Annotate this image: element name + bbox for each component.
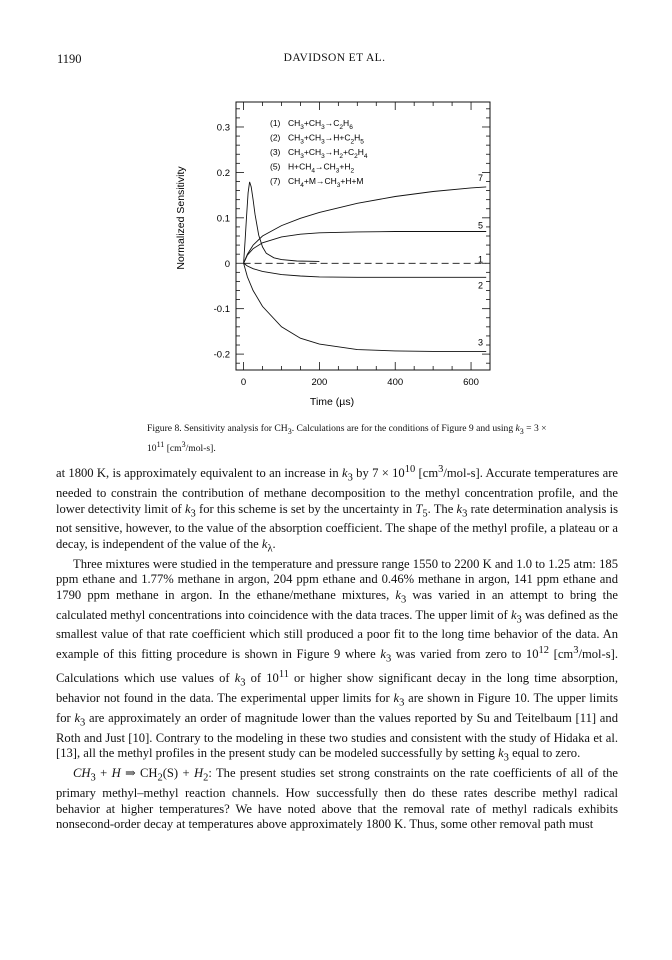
series-lines [244, 182, 487, 352]
page-header [57, 52, 612, 68]
legend-text: +M→CH [303, 176, 337, 186]
legend-subscript: 3 [321, 152, 325, 160]
legend-text: +CH [303, 118, 322, 128]
series-label: 2 [478, 280, 484, 291]
legend-subscript: 3 [300, 138, 304, 145]
legend-text: →CH [315, 161, 336, 172]
legend-subscript: 3 [321, 138, 325, 145]
legend-entry [288, 162, 355, 175]
y-tick-label: 0 [224, 258, 230, 270]
legend-subscript: 2 [350, 167, 355, 174]
series-label: 7 [478, 172, 484, 183]
legend-subscript: 6 [349, 123, 353, 131]
legend-subscript: 3 [300, 123, 304, 131]
legend [270, 118, 368, 189]
y-tick-label: 0.2 [216, 167, 230, 179]
legend-entry [288, 133, 364, 146]
paragraph-2: Three mixtures were studied in the temperature and pressure range 1550 to 2200 K and 1.0 to 1.25 atm: 185 ppm ethane and 1.77% methane in argon, 204 ppm ethane and 0.46% methane in argon, 141 ppm ethane and 1790 ppm methane in argon. In the ethane/methane mixtures, $k_3$ was varied in an attempt to bring the calculated methyl concentrations into coincidence with the data traces. The upper limit of $k_3$ was defined as the smallest value of that rate coefficient which still produced a poor fit to the long time behavior of the data. An example of this fitting procedure is shown in Figure 9 where $k_3$ was varied from zero to $10^{12}$ $[cm^3/mol-s]$. Calculations which use values of $k_3$ of $10^{11}$ or higher show significant decay in the long time absorption, behavior not found in the data. The experimental upper limits for $k_3$ are shown in Figure 10. The upper limits for $k_3$ are approximately an order of magnitude lower than the values reported by Su and Teitelbaum [11] and Roth and Just [10]. Contrary to the modeling in these two studies and consistent with the study of Hidaka et al. [13], all the methyl profiles in the present study can be modeled successfully by setting $k_3$ equal to zero. [56, 556, 618, 764]
legend-number: (2) [270, 132, 281, 143]
legend-text: +CH [303, 147, 322, 157]
legend-text: H [354, 132, 361, 143]
y-tick-label: 0.1 [216, 213, 230, 225]
legend-entry [288, 118, 353, 131]
legend-text: CH [288, 132, 301, 143]
x-axis-label: Time (µs) [309, 396, 355, 408]
legend-entry [288, 147, 368, 160]
legend-entry [288, 176, 364, 189]
series-label: 3 [478, 337, 484, 348]
body-text [56, 462, 618, 832]
legend-text: +H [339, 161, 351, 172]
legend-text: →H [324, 147, 340, 157]
figure-caption: Figure 8. Sensitivity analysis for $CH_3$. Calculations are for the conditions of Figure 9 and using $k_3 = 3 \times 10^{11}$ $[cm^3/mol-s]$. [147, 423, 547, 455]
series-line-peak [244, 182, 320, 263]
x-tick-label: 0 [240, 377, 247, 388]
legend-subscript: 3 [335, 167, 340, 174]
legend-text: →H+C [324, 132, 351, 143]
legend-subscript: 2 [354, 152, 358, 160]
legend-text: +CH [303, 132, 322, 143]
legend-text: CH [288, 176, 301, 186]
x-tick-label: 400 [387, 377, 404, 388]
paragraph-3: $CH_3 + H$ ⇒ $CH_2(S) + H_2$: The present studies set strong constraints on the rate coefficients of all of the primary methyl–methyl reaction channels. How successfully then do these rates describe methyl radical behavior at higher temperatures? We have noted above that the removal rate of methyl radicals exhibits nonsecond-order decay at temperatures above approximately 1800 K. Thus, some other removal path must [56, 766, 618, 831]
x-tick-label: 600 [463, 377, 479, 388]
series-label: 5 [478, 220, 484, 231]
series-label: 1 [478, 254, 484, 265]
sensitivity-figure [170, 88, 510, 408]
running-head: DAVIDSON ET AL. [283, 52, 386, 64]
legend-text: H [357, 147, 364, 157]
legend-subscript: 3 [336, 181, 341, 189]
legend-subscript: 4 [363, 152, 368, 160]
legend-subscript: 2 [339, 123, 344, 131]
series-line-7 [244, 187, 487, 263]
legend-text: H+CH [288, 161, 312, 172]
legend-subscript: 5 [360, 138, 364, 145]
paragraph-1: at 1800 K, is approximately equivalent to an increase in $k_3$ by $7 \times 10^{10}$ $[cm^3/mol-s]$. Accurate temperatures are needed to constrain the contribution of methane decomposition to the methyl concentration profile, and the lower detectivity limit of $k_3$ for this scheme is set by the uncertainty in $T_5$. The $k_3$ rate determination analysis is not sensitive, however, to the value of the absorption coefficient. The shape of the methyl profile, a plateau or a decay, is independent of the value of the $k_\lambda$. [56, 464, 619, 555]
legend-text: H [343, 118, 350, 128]
legend-text: CH [288, 118, 301, 128]
series-line-5 [244, 232, 487, 264]
x-tick-label: 200 [311, 377, 328, 388]
y-axis-label: Normalized Sensitivity [175, 166, 187, 270]
y-tick-label: 0.3 [216, 122, 230, 134]
legend-subscript: 3 [321, 123, 325, 131]
legend-subscript: 4 [300, 181, 304, 189]
legend-number: (5) [270, 161, 281, 172]
legend-subscript: 4 [311, 167, 316, 174]
legend-subscript: 2 [350, 138, 355, 145]
legend-subscript: 2 [339, 152, 344, 160]
series-line-2 [244, 263, 487, 277]
page-number: 1190 [57, 52, 82, 66]
legend-text: +H+M [340, 176, 364, 186]
y-tick-label: -0.1 [213, 304, 230, 316]
legend-number: (7) [270, 176, 281, 186]
legend-subscript: 3 [300, 152, 304, 160]
series-line-3 [244, 263, 487, 351]
legend-text: CH [288, 147, 301, 157]
legend-number: (1) [270, 118, 281, 128]
legend-text: +C [343, 147, 355, 157]
y-tick-label: -0.2 [213, 349, 230, 361]
series-labels [478, 173, 483, 347]
legend-number: (3) [270, 147, 281, 157]
legend-text: →C [324, 118, 340, 128]
